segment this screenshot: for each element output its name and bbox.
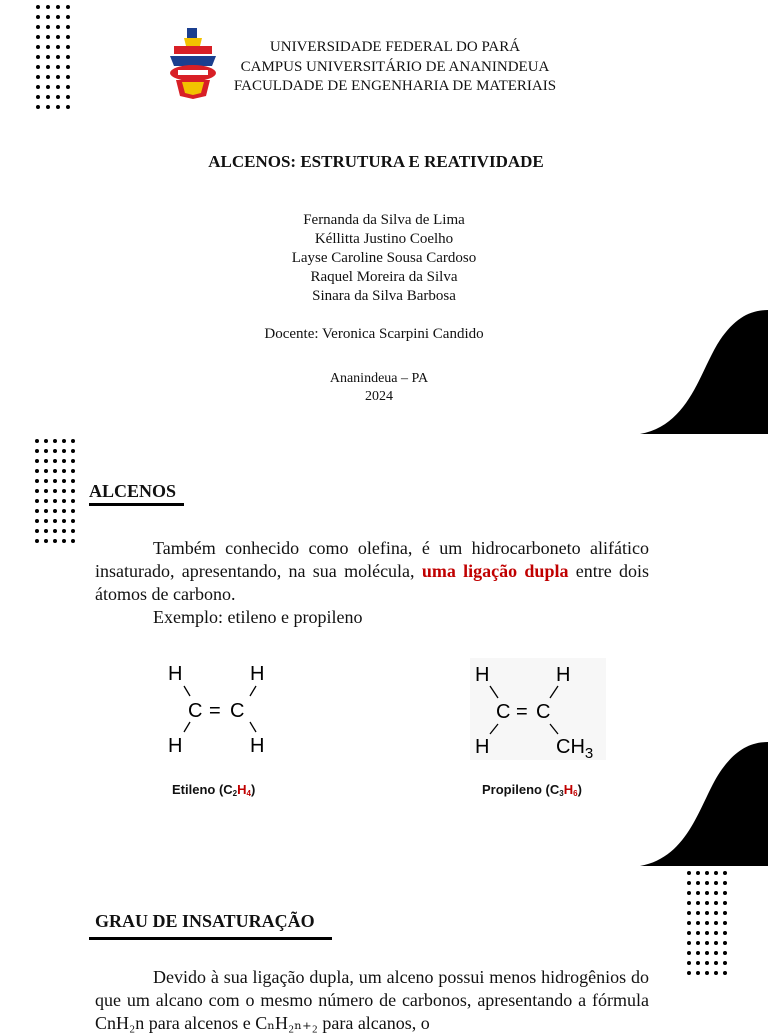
decorative-dot — [66, 105, 70, 109]
decorative-dot — [66, 35, 70, 39]
decorative-dot — [44, 509, 48, 513]
decorative-dot — [53, 439, 57, 443]
decorative-dot — [705, 871, 709, 875]
atom-h: H — [250, 663, 265, 685]
para-text: Também conhecido como olefina, é um hidrocarboneto alifático insaturado, apresentando, na sua molécula, — [95, 538, 649, 581]
decorative-dot — [696, 941, 700, 945]
decorative-dot — [687, 941, 691, 945]
decorative-dot — [53, 499, 57, 503]
decorative-dot — [53, 539, 57, 543]
decorative-dot — [36, 65, 40, 69]
heading-underline — [89, 503, 184, 506]
atom-c: C — [230, 700, 245, 722]
decorative-dot — [705, 931, 709, 935]
decorative-dot — [36, 85, 40, 89]
decorative-dot — [35, 499, 39, 503]
author-list — [0, 211, 768, 306]
decorative-dot — [705, 911, 709, 915]
alcenos-paragraph — [95, 537, 649, 606]
decorative-dot — [36, 75, 40, 79]
decorative-dot — [723, 871, 727, 875]
decorative-dot — [696, 881, 700, 885]
decorative-dot — [44, 489, 48, 493]
decorative-dot — [66, 5, 70, 9]
decorative-dot — [53, 449, 57, 453]
decorative-dot — [62, 529, 66, 533]
decorative-dot — [714, 961, 718, 965]
decorative-dot — [696, 931, 700, 935]
decorative-dot — [46, 105, 50, 109]
decorative-dot — [53, 509, 57, 513]
decorative-dot — [62, 539, 66, 543]
atom-h: H — [168, 735, 183, 757]
decorative-dot — [56, 95, 60, 99]
decorative-dot — [723, 891, 727, 895]
decorative-dot — [71, 509, 75, 513]
decorative-dot — [56, 85, 60, 89]
decorative-dot — [714, 951, 718, 955]
decorative-dot — [35, 539, 39, 543]
decorative-dot — [44, 519, 48, 523]
atom-c: C — [188, 700, 203, 722]
dot-pattern-top — [33, 2, 73, 112]
decorative-dot — [705, 921, 709, 925]
decorative-dot — [705, 961, 709, 965]
heading-underline — [89, 937, 332, 940]
decorative-dot — [71, 519, 75, 523]
decorative-dot — [35, 459, 39, 463]
decorative-dot — [696, 891, 700, 895]
decorative-dot — [71, 489, 75, 493]
author-name: Sinara da Silva Barbosa — [312, 288, 456, 304]
decorative-dot — [36, 105, 40, 109]
decorative-dot — [705, 881, 709, 885]
decorative-dot — [71, 459, 75, 463]
decorative-dot — [714, 881, 718, 885]
decorative-dot — [66, 95, 70, 99]
decorative-dot — [44, 469, 48, 473]
decorative-dot — [62, 439, 66, 443]
author-name: Fernanda da Silva de Lima — [303, 212, 465, 228]
decorative-wave-lower — [640, 742, 768, 866]
decorative-dot — [71, 529, 75, 533]
decorative-dot — [705, 901, 709, 905]
decorative-dot — [44, 529, 48, 533]
atom-c: C — [536, 701, 551, 723]
decorative-dot — [36, 95, 40, 99]
decorative-dot — [687, 921, 691, 925]
double-bond: = — [209, 700, 221, 722]
decorative-dot — [46, 95, 50, 99]
decorative-dot — [56, 55, 60, 59]
decorative-dot — [687, 971, 691, 975]
decorative-dot — [714, 901, 718, 905]
decorative-dot — [35, 529, 39, 533]
decorative-dot — [46, 75, 50, 79]
decorative-dot — [66, 45, 70, 49]
decorative-dot — [687, 961, 691, 965]
decorative-dot — [36, 5, 40, 9]
document-title: ALCENOS: ESTRUTURA E REATIVIDADE — [208, 152, 544, 171]
atom-h: H — [475, 736, 490, 758]
decorative-dot — [66, 15, 70, 19]
etileno-structure — [160, 658, 280, 758]
section-heading-alcenos: ALCENOS — [89, 481, 177, 501]
dot-pattern-bottom — [684, 868, 729, 978]
header-line-faculty: FACULDADE DE ENGENHARIA DE MATERIAIS — [233, 78, 557, 94]
decorative-dot — [62, 499, 66, 503]
decorative-dot — [723, 961, 727, 965]
decorative-dot — [71, 439, 75, 443]
section-heading-grau-insaturacao: GRAU DE INSATURAÇÃO — [95, 911, 315, 931]
decorative-dot — [687, 911, 691, 915]
decorative-dot — [35, 509, 39, 513]
decorative-dot — [35, 479, 39, 483]
author-name: Raquel Moreira da Silva — [310, 269, 458, 285]
dot-pattern-middle — [32, 436, 77, 546]
decorative-dot — [714, 941, 718, 945]
para-text: Devido à sua ligação dupla, um alceno possui menos hidrogênios do que um alcano com o mesmo número de carbonos, — [95, 967, 649, 1010]
decorative-dot — [46, 5, 50, 9]
decorative-dot — [46, 45, 50, 49]
decorative-dot — [696, 951, 700, 955]
decorative-dot — [687, 891, 691, 895]
atom-h: H — [250, 735, 265, 757]
example-line: Exemplo: etileno e propileno — [153, 607, 363, 627]
decorative-dot — [696, 871, 700, 875]
decorative-dot — [66, 65, 70, 69]
decorative-dot — [71, 499, 75, 503]
insaturacao-paragraph — [95, 966, 649, 1035]
decorative-dot — [71, 539, 75, 543]
decorative-dot — [714, 931, 718, 935]
decorative-dot — [705, 971, 709, 975]
decorative-dot — [36, 55, 40, 59]
decorative-dot — [687, 901, 691, 905]
decorative-dot — [705, 941, 709, 945]
decorative-dot — [46, 15, 50, 19]
decorative-dot — [46, 55, 50, 59]
decorative-dot — [723, 901, 727, 905]
decorative-dot — [723, 881, 727, 885]
decorative-dot — [687, 951, 691, 955]
place: Ananindeua – PA — [329, 371, 429, 386]
decorative-dot — [53, 469, 57, 473]
decorative-dot — [53, 489, 57, 493]
decorative-dot — [714, 891, 718, 895]
decorative-dot — [687, 931, 691, 935]
decorative-dot — [696, 961, 700, 965]
decorative-dot — [36, 25, 40, 29]
decorative-dot — [56, 105, 60, 109]
decorative-dot — [35, 469, 39, 473]
decorative-dot — [35, 489, 39, 493]
author-name: Kéllitta Justino Coelho — [314, 231, 454, 247]
decorative-dot — [62, 459, 66, 463]
decorative-dot — [71, 449, 75, 453]
decorative-dot — [62, 509, 66, 513]
decorative-dot — [696, 901, 700, 905]
decorative-dot — [35, 519, 39, 523]
decorative-dot — [714, 971, 718, 975]
decorative-dot — [46, 25, 50, 29]
decorative-dot — [723, 971, 727, 975]
header-line-university: UNIVERSIDADE FEDERAL DO PARÁ — [269, 39, 521, 55]
decorative-dot — [723, 911, 727, 915]
decorative-dot — [714, 871, 718, 875]
decorative-dot — [696, 971, 700, 975]
decorative-dot — [723, 951, 727, 955]
decorative-dot — [44, 449, 48, 453]
decorative-dot — [46, 85, 50, 89]
decorative-dot — [66, 75, 70, 79]
decorative-dot — [66, 25, 70, 29]
decorative-dot — [56, 5, 60, 9]
decorative-dot — [723, 931, 727, 935]
decorative-dot — [53, 519, 57, 523]
decorative-dot — [56, 25, 60, 29]
decorative-dot — [71, 469, 75, 473]
atom-h: H — [556, 664, 571, 686]
decorative-dot — [56, 65, 60, 69]
year: 2024 — [365, 389, 393, 404]
header-line-campus: CAMPUS UNIVERSITÁRIO DE ANANINDEUA — [240, 58, 550, 75]
decorative-dot — [66, 55, 70, 59]
decorative-dot — [62, 449, 66, 453]
institution-header — [190, 38, 600, 97]
decorative-dot — [62, 469, 66, 473]
decorative-dot — [705, 891, 709, 895]
double-bond: = — [516, 701, 528, 723]
decorative-dot — [53, 529, 57, 533]
place-and-year — [0, 370, 758, 406]
decorative-dot — [44, 479, 48, 483]
decorative-dot — [46, 35, 50, 39]
decorative-dot — [36, 15, 40, 19]
decorative-dot — [44, 499, 48, 503]
methyl-group: $CH_3$ — [556, 736, 594, 762]
decorative-dot — [44, 539, 48, 543]
decorative-dot — [71, 479, 75, 483]
decorative-dot — [46, 65, 50, 69]
atom-h: H — [475, 664, 490, 686]
decorative-dot — [56, 15, 60, 19]
decorative-dot — [714, 911, 718, 915]
decorative-dot — [36, 35, 40, 39]
para-text: apresentando a fórmula CnH₂n para alcenos e CₙH₂ₙ₊₂ para alcanos, o — [95, 990, 649, 1033]
decorative-dot — [56, 75, 60, 79]
decorative-dot — [35, 449, 39, 453]
decorative-dot — [35, 439, 39, 443]
decorative-dot — [66, 85, 70, 89]
decorative-dot — [714, 921, 718, 925]
decorative-dot — [36, 45, 40, 49]
author-name: Layse Caroline Sousa Cardoso — [291, 250, 477, 266]
decorative-dot — [62, 489, 66, 493]
decorative-dot — [723, 921, 727, 925]
para-text: entre dois átomos de carbono. — [95, 561, 650, 604]
decorative-dot — [62, 519, 66, 523]
propileno-structure — [470, 658, 610, 762]
atom-c: C — [496, 701, 511, 723]
professor-name: Docente: Veronica Scarpini Candido — [264, 326, 484, 342]
decorative-dot — [723, 941, 727, 945]
propileno-caption: Propileno $(C_3H6)$ — [482, 782, 582, 798]
atom-h: H — [168, 663, 183, 685]
decorative-dot — [696, 911, 700, 915]
highlight-double-bond: uma ligação dupla — [421, 561, 569, 581]
decorative-dot — [62, 479, 66, 483]
etileno-caption: Etileno $(C_2H4)$ — [172, 782, 256, 798]
decorative-dot — [705, 951, 709, 955]
decorative-dot — [44, 439, 48, 443]
decorative-dot — [56, 45, 60, 49]
decorative-dot — [687, 881, 691, 885]
decorative-dot — [56, 35, 60, 39]
decorative-dot — [696, 921, 700, 925]
decorative-dot — [53, 479, 57, 483]
decorative-dot — [687, 871, 691, 875]
decorative-dot — [44, 459, 48, 463]
decorative-dot — [53, 459, 57, 463]
